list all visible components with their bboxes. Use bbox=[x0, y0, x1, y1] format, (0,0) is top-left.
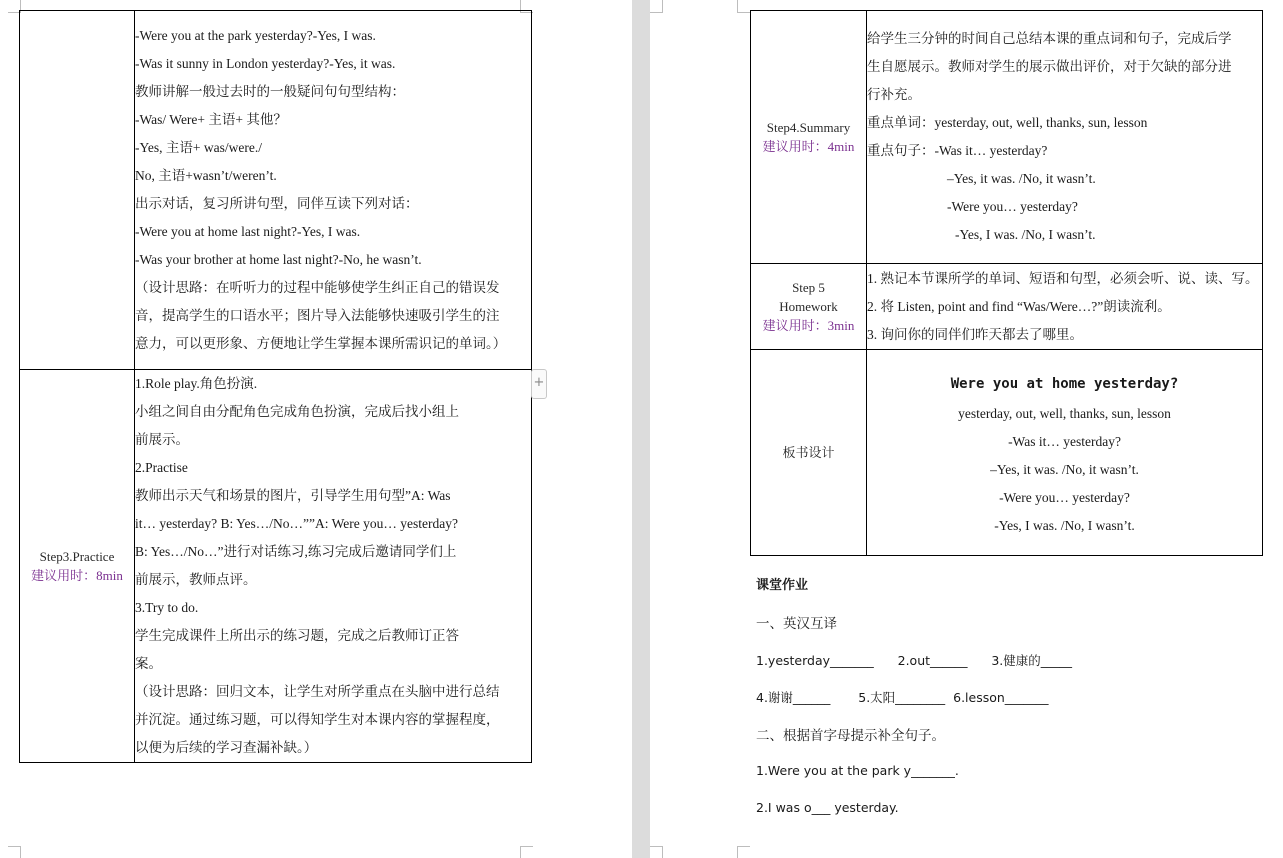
lesson-plan-table-continued bbox=[750, 10, 1263, 556]
content-line: 生自愿展示。教师对学生的展示做出评价，对于欠缺的部分进 bbox=[867, 59, 1232, 74]
content-line: –Yes, it was. /No, it wasn’t. bbox=[990, 461, 1139, 477]
content-line: 并沉淀。通过练习题，可以得知学生对本课内容的掌握程度， bbox=[135, 712, 500, 727]
step5-label-cell bbox=[751, 264, 867, 350]
crop-mark bbox=[650, 0, 663, 13]
content-line: -Was/ Were+ 主语+ 其他？ bbox=[135, 112, 287, 127]
exercise-row: 4.谢谢______ 5.太阳________ 6.lesson_______ bbox=[756, 690, 1049, 705]
content-line: -Was it… yesterday? bbox=[1008, 433, 1121, 449]
exercise-question: 2.I was o___ yesterday. bbox=[756, 800, 899, 815]
content-line: 2.Practise bbox=[135, 460, 188, 475]
lesson-plan-table bbox=[19, 10, 532, 763]
content-line: 意力，可以更形象、方便地让学生掌握本课所需识记的单词。） bbox=[135, 336, 507, 351]
content-line: 教师出示天气和场景的图片，引导学生用句型”A: Was bbox=[135, 488, 451, 503]
step5-content-cell bbox=[867, 264, 1263, 350]
content-line: -Were you at the park yesterday?-Yes, I was. bbox=[135, 28, 376, 43]
classwork-heading: 课堂作业 bbox=[756, 578, 809, 593]
step3-time: 建议用时：8min bbox=[31, 568, 123, 583]
content-line: 3.Try to do. bbox=[135, 600, 199, 615]
step4-time: 建议用时：4min bbox=[762, 139, 855, 154]
content-line: 学生完成课件上所出示的练习题，完成之后教师订正答 bbox=[135, 628, 459, 643]
crop-mark bbox=[737, 846, 750, 858]
document-page-left bbox=[0, 0, 632, 858]
board-content-cell bbox=[867, 350, 1263, 556]
content-line: （设计思路：在听听力的过程中能够使学生纠正自己的错误发 bbox=[135, 280, 500, 295]
crop-mark bbox=[737, 0, 750, 13]
content-line: 案。 bbox=[135, 656, 162, 671]
crop-mark bbox=[8, 846, 21, 858]
board-title: Were you at home yesterday? bbox=[950, 375, 1179, 392]
content-line: it… yesterday? B: Yes…/No…””A: Were you… yesterday? bbox=[135, 516, 458, 531]
step4-title: Step4.Summary bbox=[766, 120, 851, 135]
content-line: yesterday, out, well, thanks, sun, lesson bbox=[958, 405, 1171, 421]
content-line: 出示对话，复习所讲句型，同伴互读下列对话： bbox=[135, 196, 419, 211]
crop-mark bbox=[650, 846, 663, 858]
content-line: -Were you at home last night?-Yes, I was. bbox=[135, 224, 361, 239]
table-row bbox=[751, 11, 1263, 264]
page-gap bbox=[632, 0, 650, 858]
content-line: 前展示，教师点评。 bbox=[135, 572, 257, 587]
content-line: 重点句子：-Was it… yesterday? bbox=[867, 143, 1048, 158]
content-line: -Yes, 主语+ was/were./ bbox=[135, 140, 262, 155]
table-row bbox=[20, 370, 532, 763]
content-line: 重点单词：yesterday, out, well, thanks, sun, lesson bbox=[867, 115, 1148, 130]
step5-title: Step 5 bbox=[792, 280, 825, 295]
content-line: No, 主语+wasn’t/weren’t. bbox=[135, 168, 277, 183]
content-line: 1. 熟记本节课所学的单词、短语和句型，必须会听、说、读、写。 bbox=[867, 270, 1259, 286]
content-line: 以便为后续的学习查漏补缺。） bbox=[135, 740, 318, 755]
content-line: -Was it sunny in London yesterday?-Yes, it was. bbox=[135, 56, 396, 71]
content-line: -Were you… yesterday? bbox=[947, 199, 1078, 214]
insert-row-button[interactable]: + bbox=[531, 369, 547, 399]
table-row bbox=[20, 11, 532, 370]
content-line: 2. 将 Listen, point and find “Was/Were…?”朗读流利。 bbox=[867, 298, 1171, 314]
step3-label-cell bbox=[20, 370, 135, 763]
board-label: 板书设计 bbox=[782, 445, 835, 460]
step5-time: 建议用时：3min bbox=[762, 318, 855, 333]
content-line: 1.Role play.角色扮演. bbox=[135, 376, 258, 391]
table-row bbox=[751, 350, 1263, 556]
content-line: 教师讲解一般过去时的一般疑问句句型结构： bbox=[135, 84, 405, 99]
content-line: -Was your brother at home last night?-No, he wasn’t. bbox=[135, 252, 422, 267]
content-line: –Yes, it was. /No, it wasn’t. bbox=[947, 171, 1096, 186]
step3-content-cell bbox=[135, 370, 532, 763]
crop-mark bbox=[520, 846, 533, 858]
step-label-cell bbox=[20, 11, 135, 370]
exercise-row: 1.yesterday_______ 2.out______ 3.健康的_____ bbox=[756, 653, 1073, 668]
board-label-cell bbox=[751, 350, 867, 556]
content-line: 音，提高学生的口语水平；图片导入法能够快速吸引学生的注 bbox=[135, 308, 500, 323]
content-line: 行补充。 bbox=[867, 87, 921, 102]
section-heading: 二、根据首字母提示补全句子。 bbox=[756, 728, 945, 744]
content-line: 3. 询问你的同伴们昨天都去了哪里。 bbox=[867, 326, 1083, 342]
step4-label-cell bbox=[751, 11, 867, 264]
table-row bbox=[751, 264, 1263, 350]
content-line: -Were you… yesterday? bbox=[999, 489, 1130, 505]
step3-title: Step3.Practice bbox=[39, 549, 115, 564]
content-line: B: Yes…/No…”进行对话练习,练习完成后邀请同学们上 bbox=[135, 544, 457, 559]
content-line: （设计思路：回归文本，让学生对所学重点在头脑中进行总结 bbox=[135, 684, 500, 699]
content-line: -Yes, I was. /No, I wasn’t. bbox=[994, 517, 1135, 533]
content-line: 小组之间自由分配角色完成角色扮演，完成后找小组上 bbox=[135, 404, 459, 419]
step5-subtitle: Homework bbox=[779, 299, 838, 314]
content-line: 前展示。 bbox=[135, 432, 189, 447]
content-line: 给学生三分钟的时间自己总结本课的重点词和句子，完成后学 bbox=[867, 31, 1232, 46]
exercise-question: 1.Were you at the park y_______. bbox=[756, 763, 959, 778]
content-line: -Yes, I was. /No, I wasn’t. bbox=[955, 227, 1096, 242]
step4-content-cell bbox=[867, 11, 1263, 264]
section-heading: 一、英汉互译 bbox=[756, 616, 837, 632]
step-content-cell bbox=[135, 11, 532, 370]
